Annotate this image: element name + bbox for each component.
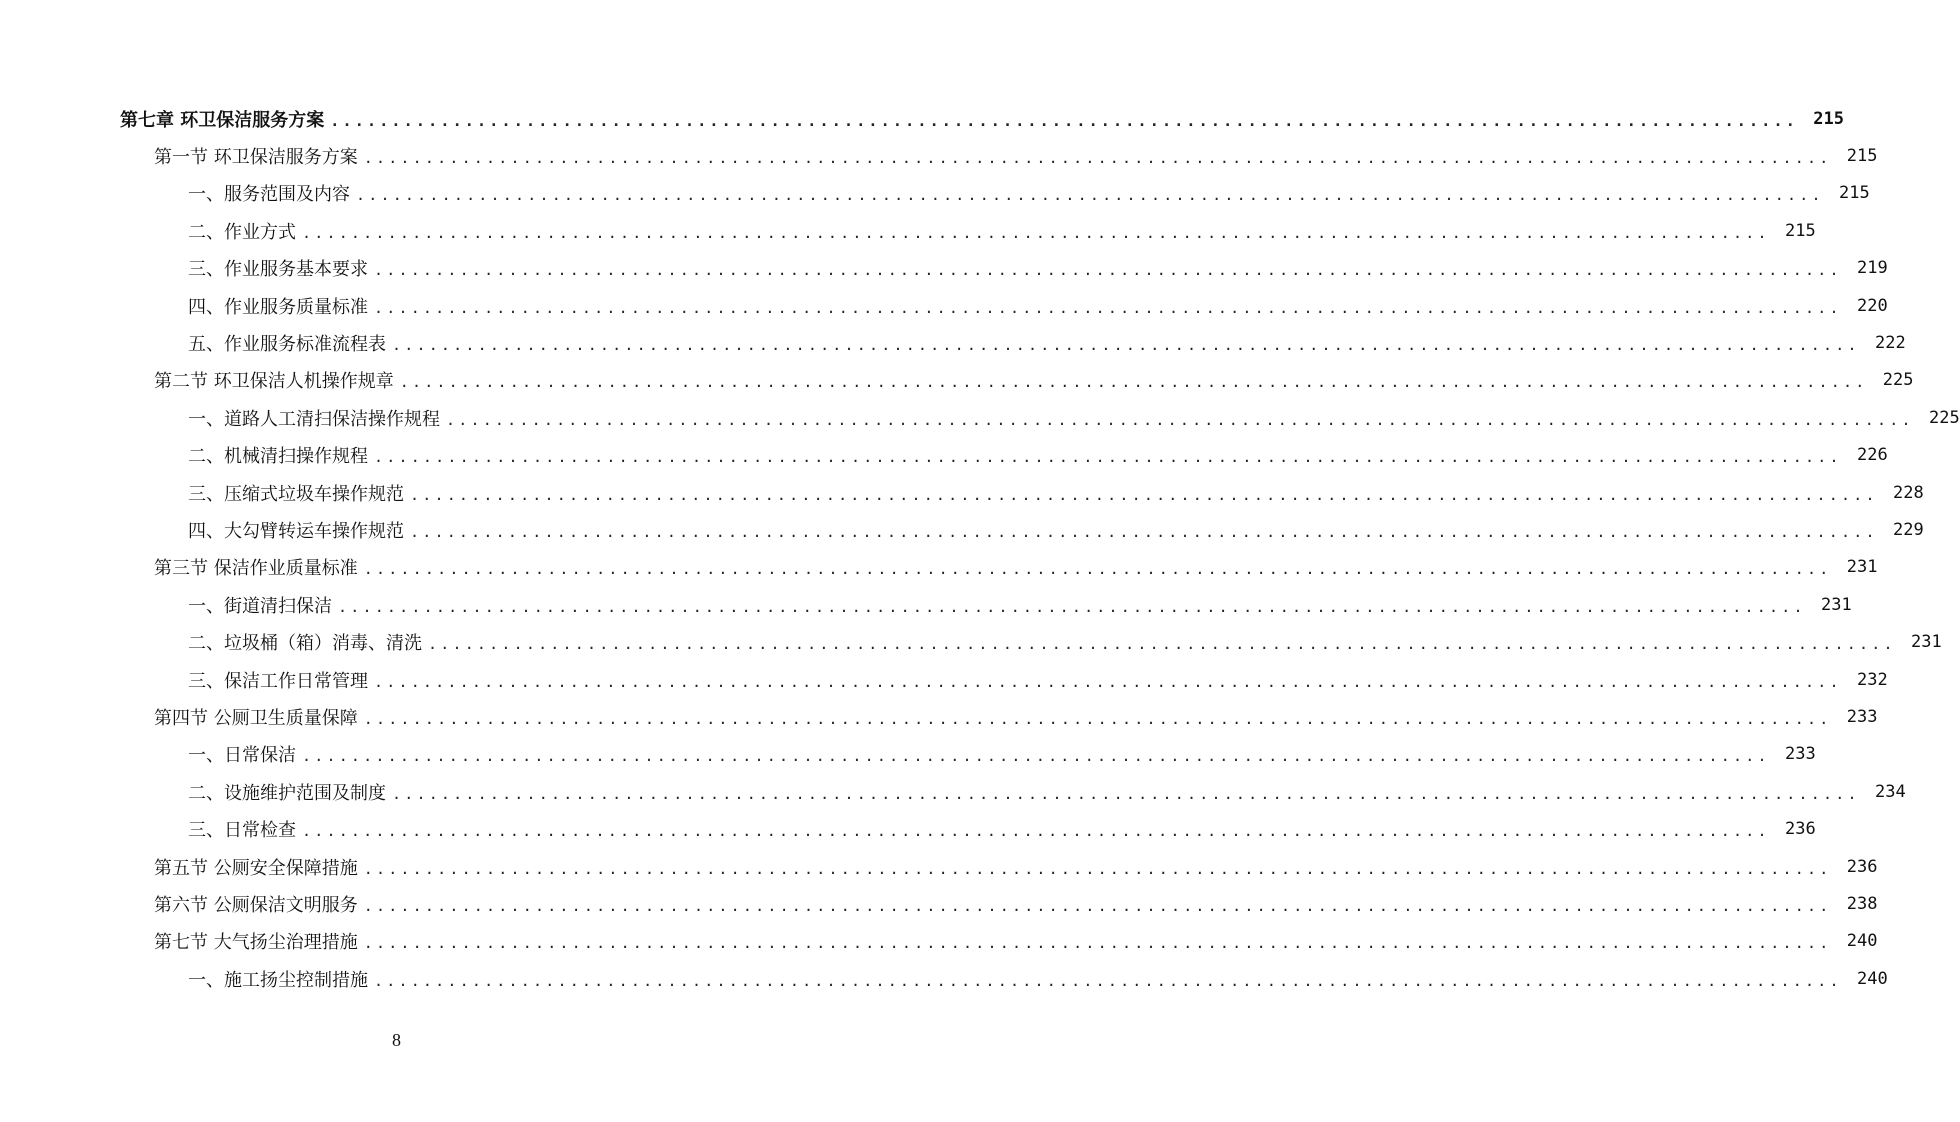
- toc-entry[interactable]: [0, 100, 1844, 137]
- toc-entry-label: 第七节 大气扬尘治理措施: [154, 932, 358, 954]
- dot-leader: ........................................................................................................................: [302, 822, 1770, 841]
- dot-leader: ........................................................................................................................: [356, 186, 1824, 205]
- toc-entry-label: 一、街道清扫保洁: [188, 595, 332, 617]
- dot-leader: ........................................................................................................................: [363, 859, 1832, 878]
- table-of-contents: [0, 100, 1960, 997]
- dot-leader: ........................................................................................................................: [363, 934, 1832, 953]
- toc-entry-label: 第四节 公厕卫生质量保障: [154, 707, 358, 729]
- toc-entry-label: 一、施工扬尘控制措施: [188, 969, 368, 991]
- toc-entry-page: 215: [1813, 108, 1844, 129]
- toc-entry[interactable]: [0, 474, 1924, 511]
- toc-entry-label: 一、日常保洁: [188, 745, 296, 767]
- toc-entry-label: 第三节 保洁作业质量标准: [154, 558, 358, 580]
- toc-entry-label: 三、日常检查: [188, 820, 296, 842]
- toc-entry-page: 240: [1856, 968, 1888, 989]
- toc-entry[interactable]: [0, 437, 1888, 474]
- dot-leader: ........................................................................................................................: [392, 784, 1860, 803]
- dot-leader: ........................................................................................................................: [363, 560, 1832, 579]
- dot-leader: ........................................................................................................................: [392, 336, 1860, 355]
- dot-leader: ........................................................................................................................: [302, 223, 1770, 242]
- dot-leader: ........................................................................................................................: [374, 971, 1842, 990]
- toc-entry-page: 240: [1846, 931, 1878, 952]
- toc-entry-page: 220: [1856, 295, 1888, 316]
- toc-entry-label: 第二节 环卫保洁人机操作规章: [154, 371, 394, 393]
- dot-leader: ........................................................................................................................: [363, 149, 1832, 168]
- toc-entry-label: 三、作业服务基本要求: [188, 259, 368, 281]
- toc-entry-label: 第一节 环卫保洁服务方案: [154, 147, 358, 169]
- toc-entry-label: 三、保洁工作日常管理: [188, 670, 368, 692]
- toc-entry-label: 第七章 环卫保洁服务方案: [120, 109, 325, 131]
- toc-entry-page: 232: [1856, 669, 1888, 690]
- toc-entry-page: 233: [1846, 706, 1878, 727]
- dot-leader: ........................................................................................................................: [410, 522, 1878, 541]
- toc-entry-page: 215: [1784, 220, 1816, 241]
- toc-entry[interactable]: [0, 324, 1906, 361]
- toc-entry[interactable]: [0, 736, 1816, 773]
- toc-entry[interactable]: [0, 885, 1878, 922]
- toc-entry[interactable]: [0, 549, 1878, 586]
- toc-entry-page: 219: [1856, 258, 1888, 279]
- toc-entry[interactable]: [0, 212, 1816, 249]
- toc-entry[interactable]: [0, 586, 1852, 623]
- toc-entry-label: 二、垃圾桶（箱）消毒、清洗: [188, 633, 422, 655]
- page-number: 8: [392, 1030, 401, 1050]
- toc-entry[interactable]: [0, 773, 1906, 810]
- toc-entry-label: 五、作业服务标准流程表: [188, 334, 386, 356]
- dot-leader: ........................................................................................................................: [374, 298, 1842, 317]
- toc-entry-page: 236: [1846, 856, 1878, 877]
- toc-entry[interactable]: [0, 960, 1888, 997]
- toc-entry-label: 一、道路人工清扫保洁操作规程: [188, 408, 440, 430]
- toc-entry-label: 一、服务范围及内容: [188, 184, 350, 206]
- toc-entry[interactable]: [0, 175, 1870, 212]
- toc-entry[interactable]: [0, 623, 1942, 660]
- toc-entry-page: 229: [1892, 519, 1924, 540]
- toc-entry-page: 215: [1838, 183, 1870, 204]
- toc-entry-label: 第六节 公厕保洁文明服务: [154, 894, 358, 916]
- toc-entry-page: 225: [1882, 370, 1914, 391]
- dot-leader: ........................................................................................................................: [428, 635, 1896, 654]
- dot-leader: ........................................................................................................................: [399, 373, 1868, 392]
- dot-leader: ........................................................................................................................: [330, 111, 1798, 130]
- dot-leader: ........................................................................................................................: [446, 410, 1914, 429]
- toc-entry-page: 231: [1820, 594, 1852, 615]
- toc-entry-page: 236: [1784, 819, 1816, 840]
- toc-entry[interactable]: [0, 848, 1878, 885]
- toc-entry-page: 234: [1874, 781, 1906, 802]
- toc-entry-page: 231: [1910, 632, 1942, 653]
- dot-leader: ........................................................................................................................: [410, 485, 1878, 504]
- toc-entry-page: 225: [1928, 407, 1960, 428]
- toc-entry-label: 三、压缩式垃圾车操作规范: [188, 483, 404, 505]
- toc-entry-page: 238: [1846, 893, 1878, 914]
- toc-entry-label: 第五节 公厕安全保障措施: [154, 857, 358, 879]
- toc-entry-label: 二、作业方式: [188, 221, 296, 243]
- toc-entry[interactable]: [0, 923, 1878, 960]
- dot-leader: ........................................................................................................................: [374, 261, 1842, 280]
- dot-leader: ........................................................................................................................: [374, 672, 1842, 691]
- toc-entry-label: 四、作业服务质量标准: [188, 296, 368, 318]
- dot-leader: ........................................................................................................................: [363, 896, 1832, 915]
- toc-entry[interactable]: [0, 511, 1924, 548]
- toc-entry-page: 222: [1874, 333, 1906, 354]
- toc-entry[interactable]: [0, 287, 1888, 324]
- toc-entry-page: 233: [1784, 744, 1816, 765]
- toc-entry-page: 228: [1892, 482, 1924, 503]
- toc-entry-label: 二、机械清扫操作规程: [188, 446, 368, 468]
- dot-leader: ........................................................................................................................: [363, 709, 1832, 728]
- toc-entry[interactable]: [0, 661, 1888, 698]
- dot-leader: ........................................................................................................................: [338, 597, 1806, 616]
- dot-leader: ........................................................................................................................: [302, 747, 1770, 766]
- toc-entry[interactable]: [0, 362, 1914, 399]
- toc-entry[interactable]: [0, 250, 1888, 287]
- toc-entry[interactable]: [0, 698, 1878, 735]
- toc-entry-label: 四、大勾臂转运车操作规范: [188, 520, 404, 542]
- toc-entry-label: 二、设施维护范围及制度: [188, 782, 386, 804]
- toc-entry-page: 231: [1846, 557, 1878, 578]
- toc-entry[interactable]: [0, 399, 1960, 436]
- dot-leader: ........................................................................................................................: [374, 448, 1842, 467]
- toc-entry[interactable]: [0, 137, 1878, 174]
- toc-entry-page: 215: [1846, 146, 1878, 167]
- toc-entry-page: 226: [1856, 445, 1888, 466]
- toc-entry[interactable]: [0, 810, 1816, 847]
